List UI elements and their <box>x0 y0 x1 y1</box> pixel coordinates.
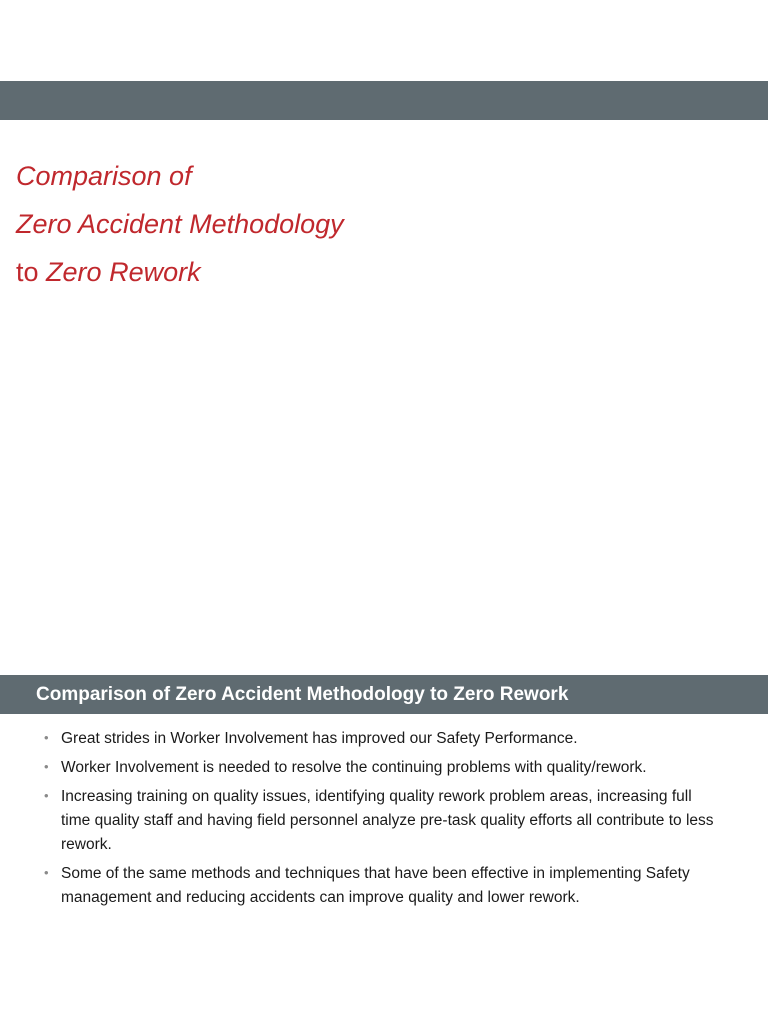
bullet-text: Some of the same methods and techniques that have been effective in implementing Safety management and reducing accidents can improve quality and lower rework. <box>61 865 690 906</box>
bullet-list <box>40 727 720 915</box>
bullet-dot-icon: • <box>44 788 49 803</box>
bullet-item <box>40 785 720 857</box>
bullet-dot-icon: • <box>44 865 49 880</box>
bullet-dot-icon: • <box>44 730 49 745</box>
bullet-item <box>40 862 720 910</box>
bullet-text: Great strides in Worker Involvement has improved our Safety Performance. <box>61 730 578 747</box>
slide-title-line-3-rest: Zero Rework <box>46 257 201 287</box>
content-slide-header-band <box>0 675 768 714</box>
slide-title <box>16 152 756 296</box>
bullet-dot-icon: • <box>44 759 49 774</box>
bullet-text: Worker Involvement is needed to resolve the continuing problems with quality/rework. <box>61 759 647 776</box>
bullet-item <box>40 727 720 751</box>
slide-title-line-3-prefix: to <box>16 257 39 287</box>
title-slide-band <box>0 81 768 120</box>
slide-title-line-2: Zero Accident Methodology <box>16 209 344 239</box>
content-slide-heading: Comparison of Zero Accident Methodology to Zero Rework <box>36 684 569 705</box>
content-slide <box>0 640 768 1024</box>
slide-title-line-1: Comparison of <box>16 161 192 191</box>
bullet-item <box>40 756 720 780</box>
bullet-text: Increasing training on quality issues, identifying quality rework problem areas, increasing full time quality staff and having field personnel analyze pre-task quality efforts all contribute to less rework. <box>61 788 714 853</box>
slide-title-line-3 <box>16 248 756 296</box>
